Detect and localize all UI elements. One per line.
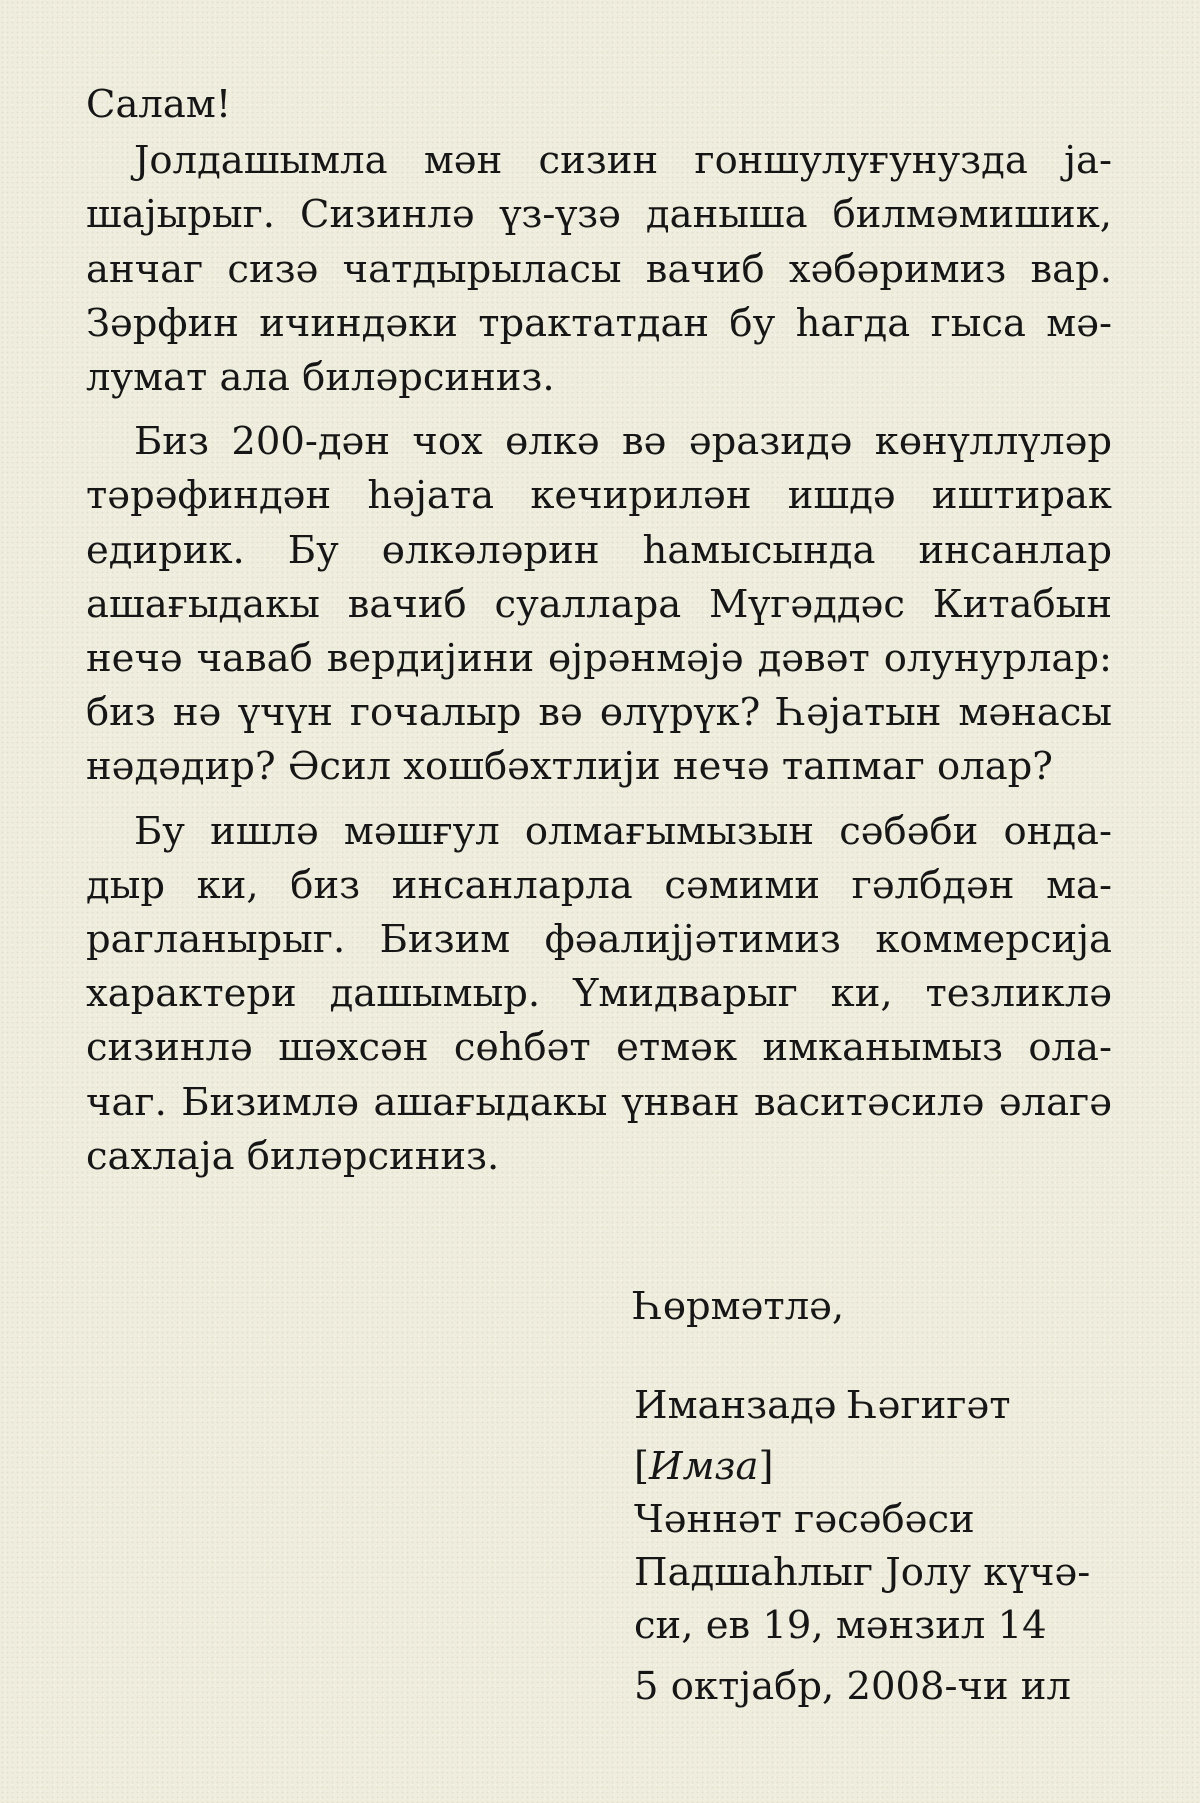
- sender-name: Иманзадә Һәгигәт: [634, 1383, 1011, 1428]
- address-line-3: си, ев 19, мәнзил 14: [634, 1603, 1047, 1648]
- closing: Һөрмәтлә,: [634, 1284, 845, 1329]
- signature-placeholder: [634, 1440, 1114, 1493]
- signature-block: [634, 1280, 1114, 1713]
- paragraph-1: Јолдашымла мән сизин гоншулуғунузда јашајырыг. Сизинлә үз-үзә даныша билмәмишик, анчаг сизә чатдырыласы вачиб хәбәримиз вар. Зәрфин ичиндәки трактатдан бу һагда гыса мәлумат ала биләрсиниз.: [86, 138, 1112, 401]
- paragraph-2: Биз 200-дән чох өлкә вә әразидә көнүллүләр тәрәфиндән һәјата кечирилән ишдә иштирак едирик. Бу өлкәләрин һамысында инсанлар ашағыдакы вачиб суаллара Мүгәддәс Китабын нечә чаваб вердијини өјрәнмәјә дәвәт олунурлар: биз нә үчүн гочалыр вә өлүрүк? Һәјатын мәнасы нәдәдир? Әсил хошбәхтлији нечә тапмаг олар?: [86, 419, 1112, 790]
- bracket-close: ]: [758, 1444, 774, 1489]
- paragraph-3: Бу ишлә мәшғул олмағымызын сәбәби ондадыр ки, биз инсанларла сәмими гәлбдән марагланырыг. Бизим фәалијјәтимиз коммерсија характери дашымыр. Үмидварыг ки, тезликлә сизинлә шәхсән сөһбәт етмәк имканымыз олачаг. Бизимлә ашағыдакы үнван васитәсилә әлагә сахлаја биләрсиниз.: [86, 808, 1112, 1179]
- letter-date: 5 октјабр, 2008-чи ил: [634, 1664, 1071, 1709]
- greeting: Салам!: [86, 82, 232, 127]
- signature-label: Имза: [649, 1444, 759, 1489]
- address-line-2: Падшаһлыг Јолу күчә-: [634, 1550, 1091, 1595]
- address-line-1: Чәннәт гәсәбәси: [634, 1497, 975, 1542]
- letter-body: [86, 78, 1112, 1184]
- bracket-open: [: [634, 1444, 650, 1489]
